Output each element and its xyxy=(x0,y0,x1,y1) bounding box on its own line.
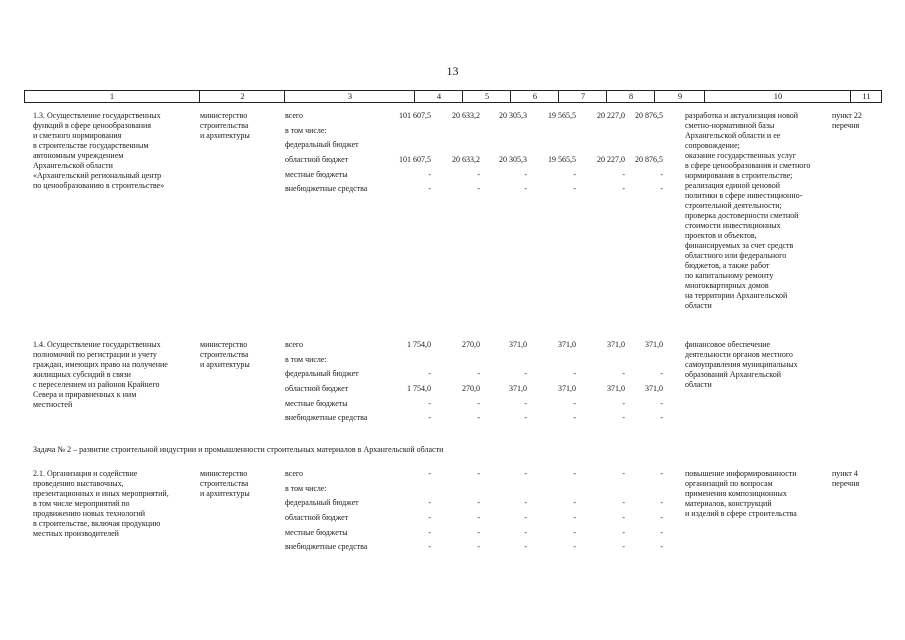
header-col-10: 10 xyxy=(704,91,851,102)
table-header-row xyxy=(24,90,882,103)
amount-y1: - xyxy=(477,513,480,522)
amount-y5: - xyxy=(660,413,663,422)
amount-y1: 270,0 xyxy=(462,384,480,393)
amount-y5: 371,0 xyxy=(645,340,663,349)
amount-totals: - xyxy=(428,513,431,522)
amount-y4: - xyxy=(622,528,625,537)
source-label: местные бюджеты xyxy=(285,528,348,537)
source-label: областной бюджет xyxy=(285,384,349,393)
source-label: всего xyxy=(285,340,304,349)
amount-y3: 371,0 xyxy=(558,340,576,349)
executor-cell: министерство строительства и архитектуры xyxy=(200,340,250,369)
amount-y4: - xyxy=(622,369,625,378)
amount-totals: - xyxy=(428,469,431,478)
result-cell: разработка и актуализация новой сметно-нормативной базы Архангельской области и ее сопровождение; оказание государственных услуг в сфере ценообразования и сметного нормирования в строительстве; реализация единой ценовой политики в сфере инвестиционно- строительной деятельности; проверка достоверности сметной стоимости инвестиционных проектов и объектов, финансируемых за счет средств областного или федерального бюджетов, а также работ по капитальному ремонту многоквартирных домов на территории Архангельской области xyxy=(685,111,811,310)
amount-totals: 101 607,5 xyxy=(399,155,431,164)
amount-y2: 20 305,3 xyxy=(499,111,527,120)
result-cell: финансовое обеспечение деятельности органов местного самоуправления муниципальных образований Архангельской области xyxy=(685,340,798,389)
amount-totals: - xyxy=(428,528,431,537)
page-number: 13 xyxy=(446,64,459,78)
source-label: внебюджетные средства xyxy=(285,413,368,422)
task-heading: Задача № 2 – развитие строительной индустрии и промышленности строительных материалов в Архангельской области xyxy=(33,445,444,454)
amount-y2: - xyxy=(524,513,527,522)
amount-y1: - xyxy=(477,413,480,422)
header-col-2: 2 xyxy=(199,91,285,102)
amount-y1: - xyxy=(477,399,480,408)
amount-y4: - xyxy=(622,513,625,522)
amount-y2: - xyxy=(524,399,527,408)
source-label: областной бюджет xyxy=(285,155,349,164)
amount-y1: - xyxy=(477,170,480,179)
amount-y2: - xyxy=(524,469,527,478)
source-label: федеральный бюджет xyxy=(285,498,359,507)
amount-y5: 20 876,5 xyxy=(635,155,663,164)
header-col-11: 11 xyxy=(850,91,882,102)
activity-cell: 2.1. Организация и содействие проведению выставочных, презентационных и иных мероприятий, в том числе мероприятий по продвижению новых технологий в строительстве, включая продукцию местных производителей xyxy=(33,469,169,538)
amount-y3: - xyxy=(573,513,576,522)
header-col-5: 5 xyxy=(462,91,511,102)
amount-y3: - xyxy=(573,413,576,422)
amount-y4: 20 227,0 xyxy=(597,155,625,164)
amount-y2: - xyxy=(524,528,527,537)
amount-totals: 1 754,0 xyxy=(407,384,431,393)
source-label: всего xyxy=(285,111,304,120)
amount-y1: - xyxy=(477,469,480,478)
amount-y4: 371,0 xyxy=(607,384,625,393)
amount-y5: - xyxy=(660,528,663,537)
header-col-1: 1 xyxy=(109,91,115,101)
amount-y2: - xyxy=(524,542,527,551)
amount-totals: - xyxy=(428,184,431,193)
amount-y1: 20 633,2 xyxy=(452,111,480,120)
source-label: областной бюджет xyxy=(285,513,349,522)
amount-y4: 20 227,0 xyxy=(597,111,625,120)
source-label: местные бюджеты xyxy=(285,399,348,408)
header-col-6: 6 xyxy=(510,91,559,102)
amount-y3: 19 565,5 xyxy=(548,111,576,120)
amount-y4: 371,0 xyxy=(607,340,625,349)
amount-y5: - xyxy=(660,498,663,507)
amount-y1: - xyxy=(477,542,480,551)
amount-y2: - xyxy=(524,369,527,378)
source-label: местные бюджеты xyxy=(285,170,348,179)
executor-cell: министерство строительства и архитектуры xyxy=(200,469,250,498)
source-label: федеральный бюджет xyxy=(285,369,359,378)
amount-y4: - xyxy=(622,184,625,193)
amount-y5: - xyxy=(660,399,663,408)
amount-y3: - xyxy=(573,369,576,378)
amount-y2: - xyxy=(524,184,527,193)
amount-y2: - xyxy=(524,413,527,422)
amount-y2: - xyxy=(524,170,527,179)
amount-totals: - xyxy=(428,413,431,422)
amount-y4: - xyxy=(622,399,625,408)
amount-y5: - xyxy=(660,170,663,179)
amount-y4: - xyxy=(622,170,625,179)
source-label: в том числе: xyxy=(285,126,327,135)
amount-y3: - xyxy=(573,469,576,478)
source-label: всего xyxy=(285,469,304,478)
source-label: в том числе: xyxy=(285,355,327,364)
amount-y3: - xyxy=(573,528,576,537)
amount-y5: - xyxy=(660,542,663,551)
source-label: внебюджетные средства xyxy=(285,184,368,193)
source-label: федеральный бюджет xyxy=(285,140,359,149)
amount-y5: - xyxy=(660,513,663,522)
amount-y2: 371,0 xyxy=(509,384,527,393)
source-label: внебюджетные средства xyxy=(285,542,368,551)
amount-totals: - xyxy=(428,542,431,551)
amount-y5: 20 876,5 xyxy=(635,111,663,120)
header-col-3: 3 xyxy=(284,91,415,102)
amount-y2: - xyxy=(524,498,527,507)
amount-y3: - xyxy=(573,184,576,193)
amount-y1: - xyxy=(477,369,480,378)
amount-y4: - xyxy=(622,498,625,507)
amount-y3: 371,0 xyxy=(558,384,576,393)
header-col-8: 8 xyxy=(606,91,655,102)
reference-cell: пункт 22 перечня xyxy=(832,111,862,130)
header-col-4: 4 xyxy=(414,91,463,102)
amount-y1: 20 633,2 xyxy=(452,155,480,164)
amount-y5: 371,0 xyxy=(645,384,663,393)
result-cell: повышение информированности организаций по вопросам применения композиционных материалов, конструкций и изделий в сфере строительства xyxy=(685,469,797,518)
amount-y5: - xyxy=(660,369,663,378)
amount-totals: - xyxy=(428,170,431,179)
amount-totals: 101 607,5 xyxy=(399,111,431,120)
amount-y2: 20 305,3 xyxy=(499,155,527,164)
amount-y3: - xyxy=(573,542,576,551)
amount-totals: - xyxy=(428,498,431,507)
amount-y3: 19 565,5 xyxy=(548,155,576,164)
amount-y2: 371,0 xyxy=(509,340,527,349)
amount-y4: - xyxy=(622,413,625,422)
amount-y3: - xyxy=(573,399,576,408)
amount-totals: - xyxy=(428,399,431,408)
amount-y4: - xyxy=(622,469,625,478)
amount-y1: - xyxy=(477,498,480,507)
header-col-9: 9 xyxy=(654,91,705,102)
amount-totals: 1 754,0 xyxy=(407,340,431,349)
executor-cell: министерство строительства и архитектуры xyxy=(200,111,250,140)
activity-cell: 1.4. Осуществление государственных полномочий по регистрации и учету граждан, имеющих право на получение жилищных субсидий в связи с переселением из районов Крайнего Севера и приравненных к ним местностей xyxy=(33,340,168,409)
header-col-7: 7 xyxy=(558,91,607,102)
source-label: в том числе: xyxy=(285,484,327,493)
amount-y5: - xyxy=(660,184,663,193)
amount-totals: - xyxy=(428,369,431,378)
amount-y3: - xyxy=(573,498,576,507)
amount-y3: - xyxy=(573,170,576,179)
amount-y4: - xyxy=(622,542,625,551)
amount-y5: - xyxy=(660,469,663,478)
amount-y1: 270,0 xyxy=(462,340,480,349)
amount-y1: - xyxy=(477,184,480,193)
reference-cell: пункт 4 перечня xyxy=(832,469,860,488)
amount-y1: - xyxy=(477,528,480,537)
activity-cell: 1.3. Осуществление государственных функций в сфере ценообразования и сметного нормирования в строительстве государственным автономным учреждением Архангельской области «Архангельский региональный центр по ценообразованию в строительстве» xyxy=(33,111,165,190)
